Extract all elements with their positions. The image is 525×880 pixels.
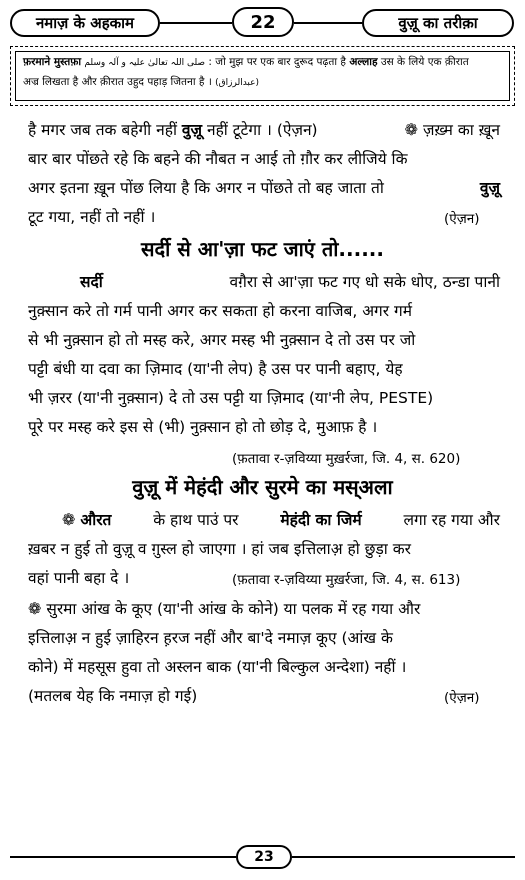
p3-line-1 [62,510,500,530]
heading-cracked-skin: सर्दी से आ'ज़ा फट जाएं तो...... [141,237,384,261]
p3-l1-d: लगा रह गया और [403,511,500,529]
footer-rule-right [292,856,515,858]
p2-reference: (फ़तावा र-ज़विय्या मुख़र्रजा, जि. 4, स. 620) [232,451,461,467]
flower-icon: ❁ [404,120,419,139]
p1-line-2: बार बार पोंछते रहे कि बहने की नौबत न आई तो ग़ौर कर लीजिये कि [28,150,408,168]
flower-icon: ❁ [62,510,76,529]
header-rule-right [294,22,362,24]
p1-line-1 [28,120,500,140]
p3-reference: (फ़तावा र-ज़विय्या मुख़र्रजा, जि. 4, स. 613) [232,572,461,588]
flower-icon: ❁ [28,599,42,618]
p1-l1-a: है मगर जब तक बहेगी नहीं [28,121,177,139]
p4-line-4: (मतलब येह कि नमाज़ हो गई) [28,687,198,705]
hadith-quote-box [10,46,515,106]
p2-line-3: से भी नुक़्सान हो तो मस्ह करे, अगर मस्ह भी नुक़्सान दे तो उस पर जो [28,331,416,349]
quote-honorific: صلی اللہ تعالیٰ علیہ و آلہ وسلم [84,58,206,68]
quote-text-b: उस के लिये एक क़ीरात [380,56,469,68]
p3-line-3: वहां पानी बहा दे । [28,569,130,587]
p1-line-4: टूट गया, नहीं तो नहीं । [28,208,156,226]
p2-l1-b: वग़ैरा से आ'ज़ा फट गए धो सके धोए, ठन्डा पानी [229,273,500,291]
p2-line-5: भी ज़रर (या'नी नुक़्सान) दे तो उस पट्टी या ज़िमाद (या'नी लेप, PESTE) [28,389,434,407]
p2-line-6: पूरे पर मस्ह करे इस से (भी) नुक़्सान हो तो छोड़ दे, मुआफ़ है । [28,418,378,436]
p3-l1-mehndi: मेहंदी का जिर्म [280,511,362,529]
quote-line-2: अज्र लिखता है और क़ीरात उहुद पहाड़ जितना है । [23,76,212,88]
p1-l3-a: अगर इतना ख़ून पोंछ लिया है कि अगर न पोंछते तो बह जाता तो [28,179,384,197]
p1-l1-wuzu: वुज़ू [181,121,203,139]
p4-line-1 [28,599,500,619]
p3-l1-aurat: औरत [80,511,112,529]
header-page-number: 22 [232,7,294,37]
p4-l1: सुरमा आंख के कूए (या'नी आंख के कोने) या पलक में रह गया और [46,600,421,618]
heading-mehndi-surma: वुज़ू में मेहंदी और सुरमे का मस्अला [132,475,393,499]
footer-page-number: 23 [236,845,292,869]
p2-line-2: नुक़्सान करे तो गर्म पानी अगर कर सकता हो करना वाजिब, अगर गर्म [28,302,413,320]
p1-l1-d: ज़ख़्म का ख़ून [422,121,500,139]
p4-line-3: कोने) में महसूस हुवा तो अस्लन बाक (या'नी बिल्कुल अन्देशा) नहीं । [28,658,407,676]
p1-line-3 [28,178,500,198]
p2-line-4: पट्टी बंधी या दवा का ज़िमाद (या'नी लेप) है उस पर पानी बहाए, येह [28,360,403,378]
p1-reference: (ऐज़न) [444,211,480,227]
p4-reference: (ऐज़न) [444,690,480,706]
p2-line-1 [80,272,500,292]
quote-source: (عبدالرزاق) [215,78,260,88]
quote-text-a: : जो मुझ पर एक बार दुरूद पढ़ता है [208,56,346,68]
header-chapter-title: वुज़ू का तरीक़ा [362,9,514,37]
header-book-title: नमाज़ के अहकाम [10,9,160,37]
p2-l1-sardi: सर्दी [80,273,103,291]
p1-l3-wuzu: वुज़ू [479,179,500,197]
quote-allah: अल्लाह [349,56,378,68]
footer-rule-left [10,856,236,858]
header-rule-left [160,22,232,24]
p1-l1-c: नहीं टूटेगा । (ऐज़न) [206,121,318,139]
p3-l1-b: के हाथ पाउं पर [153,511,239,529]
quote-label: फ़रमाने मुस्तफ़ा [23,56,82,68]
p4-line-2: इत्तिलाअ़ न हुई ज़ाहिरन ह़रज नहीं और बा'दे नमाज़ कूए (आंख के [28,629,393,647]
p3-line-2: ख़बर न हुई तो वुज़ू व ग़ुस्ल हो जाएगा । हां जब इत्तिलाअ़ हो छुड़ा कर [28,540,411,558]
